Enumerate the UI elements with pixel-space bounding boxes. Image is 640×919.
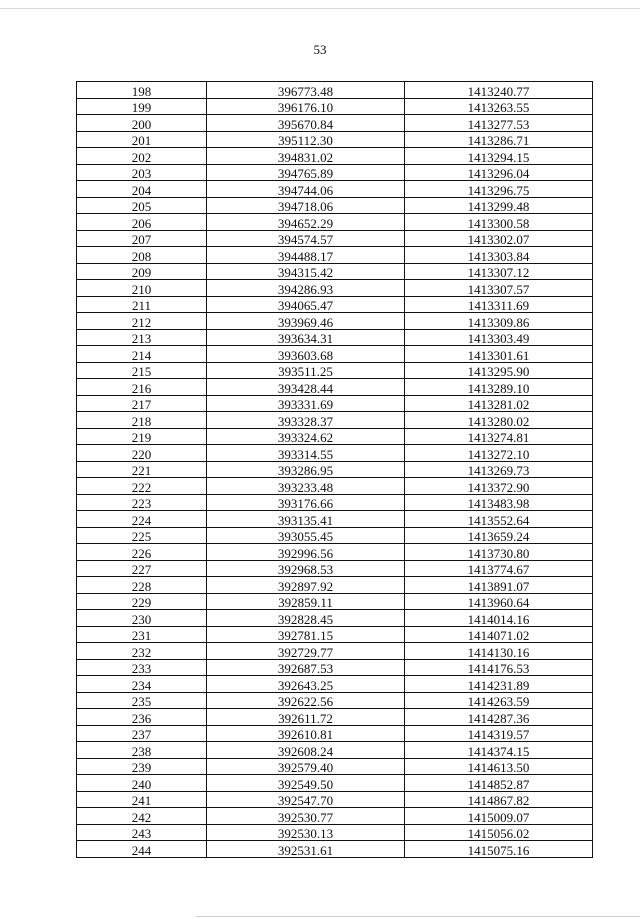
point-number-cell: 214 (77, 346, 207, 363)
y-coordinate-cell: 1413286.71 (405, 131, 593, 148)
x-coordinate-cell: 392622.56 (207, 692, 405, 709)
x-coordinate-cell: 396176.10 (207, 98, 405, 115)
table-row (77, 808, 593, 825)
table-row (77, 197, 593, 214)
point-number-cell: 237 (77, 725, 207, 742)
table-row (77, 280, 593, 297)
x-coordinate-cell: 393314.55 (207, 445, 405, 462)
y-coordinate-cell: 1413302.07 (405, 230, 593, 247)
point-number-cell: 217 (77, 395, 207, 412)
x-coordinate-cell: 393428.44 (207, 379, 405, 396)
y-coordinate-cell: 1413309.86 (405, 313, 593, 330)
x-coordinate-cell: 395112.30 (207, 131, 405, 148)
table-row (77, 709, 593, 726)
point-number-cell: 213 (77, 329, 207, 346)
x-coordinate-cell: 392530.13 (207, 824, 405, 841)
x-coordinate-cell: 392611.72 (207, 709, 405, 726)
y-coordinate-cell: 1414130.16 (405, 643, 593, 660)
y-coordinate-cell: 1413774.67 (405, 560, 593, 577)
y-coordinate-cell: 1413483.98 (405, 494, 593, 511)
table-row (77, 544, 593, 561)
point-number-cell: 206 (77, 214, 207, 231)
x-coordinate-cell: 394744.06 (207, 181, 405, 198)
point-number-cell: 232 (77, 643, 207, 660)
table-row (77, 346, 593, 363)
y-coordinate-cell: 1415056.02 (405, 824, 593, 841)
table-row (77, 131, 593, 148)
table-row (77, 428, 593, 445)
point-number-cell: 221 (77, 461, 207, 478)
y-coordinate-cell: 1414176.53 (405, 659, 593, 676)
x-coordinate-cell: 394652.29 (207, 214, 405, 231)
x-coordinate-cell: 392579.40 (207, 758, 405, 775)
point-number-cell: 205 (77, 197, 207, 214)
table-row (77, 181, 593, 198)
x-coordinate-cell: 393233.48 (207, 478, 405, 495)
point-number-cell: 212 (77, 313, 207, 330)
x-coordinate-cell: 392608.24 (207, 742, 405, 759)
x-coordinate-cell: 393603.68 (207, 346, 405, 363)
x-coordinate-cell: 392610.81 (207, 725, 405, 742)
y-coordinate-cell: 1414319.57 (405, 725, 593, 742)
y-coordinate-cell: 1413289.10 (405, 379, 593, 396)
table-row (77, 494, 593, 511)
x-coordinate-cell: 393135.41 (207, 511, 405, 528)
y-coordinate-cell: 1414852.87 (405, 775, 593, 792)
y-coordinate-cell: 1413301.61 (405, 346, 593, 363)
point-number-cell: 211 (77, 296, 207, 313)
y-coordinate-cell: 1413269.73 (405, 461, 593, 478)
point-number-cell: 235 (77, 692, 207, 709)
x-coordinate-cell: 392547.70 (207, 791, 405, 808)
y-coordinate-cell: 1413263.55 (405, 98, 593, 115)
y-coordinate-cell: 1413280.02 (405, 412, 593, 429)
point-number-cell: 233 (77, 659, 207, 676)
y-coordinate-cell: 1415075.16 (405, 841, 593, 858)
point-number-cell: 239 (77, 758, 207, 775)
x-coordinate-cell: 392549.50 (207, 775, 405, 792)
point-number-cell: 215 (77, 362, 207, 379)
table-row (77, 593, 593, 610)
point-number-cell: 238 (77, 742, 207, 759)
point-number-cell: 228 (77, 577, 207, 594)
y-coordinate-cell: 1414231.89 (405, 676, 593, 693)
table-row (77, 214, 593, 231)
y-coordinate-cell: 1414867.82 (405, 791, 593, 808)
point-number-cell: 219 (77, 428, 207, 445)
y-coordinate-cell: 1413891.07 (405, 577, 593, 594)
x-coordinate-cell: 393634.31 (207, 329, 405, 346)
y-coordinate-cell: 1413307.12 (405, 263, 593, 280)
coordinates-table-body (77, 82, 593, 858)
x-coordinate-cell: 394286.93 (207, 280, 405, 297)
point-number-cell: 236 (77, 709, 207, 726)
y-coordinate-cell: 1413272.10 (405, 445, 593, 462)
table-row (77, 511, 593, 528)
table-row (77, 379, 593, 396)
y-coordinate-cell: 1413296.75 (405, 181, 593, 198)
x-coordinate-cell: 393331.69 (207, 395, 405, 412)
x-coordinate-cell: 395670.84 (207, 115, 405, 132)
point-number-cell: 244 (77, 841, 207, 858)
y-coordinate-cell: 1413240.77 (405, 82, 593, 99)
table-row (77, 527, 593, 544)
table-row (77, 791, 593, 808)
table-row (77, 742, 593, 759)
point-number-cell: 203 (77, 164, 207, 181)
x-coordinate-cell: 392968.53 (207, 560, 405, 577)
point-number-cell: 227 (77, 560, 207, 577)
x-coordinate-cell: 392781.15 (207, 626, 405, 643)
bottom-edge-rule (196, 916, 640, 917)
x-coordinate-cell: 392828.45 (207, 610, 405, 627)
y-coordinate-cell: 1414374.15 (405, 742, 593, 759)
y-coordinate-cell: 1413552.64 (405, 511, 593, 528)
table-row (77, 725, 593, 742)
page-number: 53 (313, 42, 327, 57)
point-number-cell: 210 (77, 280, 207, 297)
point-number-cell: 202 (77, 148, 207, 165)
y-coordinate-cell: 1413307.57 (405, 280, 593, 297)
table-row (77, 775, 593, 792)
x-coordinate-cell: 393286.95 (207, 461, 405, 478)
point-number-cell: 216 (77, 379, 207, 396)
point-number-cell: 240 (77, 775, 207, 792)
x-coordinate-cell: 393055.45 (207, 527, 405, 544)
x-coordinate-cell: 394718.06 (207, 197, 405, 214)
table-row (77, 362, 593, 379)
x-coordinate-cell: 392897.92 (207, 577, 405, 594)
table-row (77, 247, 593, 264)
y-coordinate-cell: 1414263.59 (405, 692, 593, 709)
table-row (77, 659, 593, 676)
table-row (77, 395, 593, 412)
table-row (77, 115, 593, 132)
y-coordinate-cell: 1414071.02 (405, 626, 593, 643)
point-number-cell: 225 (77, 527, 207, 544)
x-coordinate-cell: 394831.02 (207, 148, 405, 165)
y-coordinate-cell: 1413730.80 (405, 544, 593, 561)
y-coordinate-cell: 1413281.02 (405, 395, 593, 412)
point-number-cell: 199 (77, 98, 207, 115)
y-coordinate-cell: 1413303.84 (405, 247, 593, 264)
table-row (77, 461, 593, 478)
x-coordinate-cell: 392996.56 (207, 544, 405, 561)
table-row (77, 610, 593, 627)
table-row (77, 643, 593, 660)
y-coordinate-cell: 1413274.81 (405, 428, 593, 445)
point-number-cell: 209 (77, 263, 207, 280)
y-coordinate-cell: 1413372.90 (405, 478, 593, 495)
top-edge-rule (0, 8, 640, 9)
x-coordinate-cell: 392530.77 (207, 808, 405, 825)
x-coordinate-cell: 392687.53 (207, 659, 405, 676)
table-row (77, 148, 593, 165)
point-number-cell: 208 (77, 247, 207, 264)
table-row (77, 164, 593, 181)
x-coordinate-cell: 394488.17 (207, 247, 405, 264)
point-number-cell: 242 (77, 808, 207, 825)
x-coordinate-cell: 393969.46 (207, 313, 405, 330)
table-row (77, 577, 593, 594)
table-row (77, 445, 593, 462)
point-number-cell: 243 (77, 824, 207, 841)
x-coordinate-cell: 394574.57 (207, 230, 405, 247)
y-coordinate-cell: 1414613.50 (405, 758, 593, 775)
point-number-cell: 229 (77, 593, 207, 610)
point-number-cell: 231 (77, 626, 207, 643)
point-number-cell: 222 (77, 478, 207, 495)
y-coordinate-cell: 1413296.04 (405, 164, 593, 181)
point-number-cell: 218 (77, 412, 207, 429)
table-row (77, 841, 593, 858)
x-coordinate-cell: 396773.48 (207, 82, 405, 99)
x-coordinate-cell: 392643.25 (207, 676, 405, 693)
table-row (77, 329, 593, 346)
x-coordinate-cell: 394065.47 (207, 296, 405, 313)
x-coordinate-cell: 394765.89 (207, 164, 405, 181)
point-number-cell: 224 (77, 511, 207, 528)
point-number-cell: 220 (77, 445, 207, 462)
table-row (77, 560, 593, 577)
y-coordinate-cell: 1413294.15 (405, 148, 593, 165)
point-number-cell: 226 (77, 544, 207, 561)
y-coordinate-cell: 1413311.69 (405, 296, 593, 313)
x-coordinate-cell: 392729.77 (207, 643, 405, 660)
y-coordinate-cell: 1413960.64 (405, 593, 593, 610)
y-coordinate-cell: 1413299.48 (405, 197, 593, 214)
coordinates-table (76, 81, 593, 858)
point-number-cell: 230 (77, 610, 207, 627)
x-coordinate-cell: 393176.66 (207, 494, 405, 511)
table-row (77, 412, 593, 429)
table-row (77, 478, 593, 495)
table-row (77, 692, 593, 709)
table-row (77, 758, 593, 775)
table-row (77, 824, 593, 841)
x-coordinate-cell: 392531.61 (207, 841, 405, 858)
point-number-cell: 207 (77, 230, 207, 247)
table-row (77, 263, 593, 280)
x-coordinate-cell: 394315.42 (207, 263, 405, 280)
point-number-cell: 200 (77, 115, 207, 132)
x-coordinate-cell: 393511.25 (207, 362, 405, 379)
y-coordinate-cell: 1413300.58 (405, 214, 593, 231)
x-coordinate-cell: 393328.37 (207, 412, 405, 429)
y-coordinate-cell: 1413277.53 (405, 115, 593, 132)
table-row (77, 82, 593, 99)
y-coordinate-cell: 1415009.07 (405, 808, 593, 825)
table-row (77, 230, 593, 247)
point-number-cell: 223 (77, 494, 207, 511)
point-number-cell: 234 (77, 676, 207, 693)
x-coordinate-cell: 392859.11 (207, 593, 405, 610)
y-coordinate-cell: 1413659.24 (405, 527, 593, 544)
point-number-cell: 204 (77, 181, 207, 198)
table-row (77, 676, 593, 693)
point-number-cell: 201 (77, 131, 207, 148)
point-number-cell: 198 (77, 82, 207, 99)
table-row (77, 626, 593, 643)
table-row (77, 98, 593, 115)
x-coordinate-cell: 393324.62 (207, 428, 405, 445)
y-coordinate-cell: 1413295.90 (405, 362, 593, 379)
y-coordinate-cell: 1414014.16 (405, 610, 593, 627)
table-row (77, 296, 593, 313)
point-number-cell: 241 (77, 791, 207, 808)
y-coordinate-cell: 1414287.36 (405, 709, 593, 726)
y-coordinate-cell: 1413303.49 (405, 329, 593, 346)
table-row (77, 313, 593, 330)
